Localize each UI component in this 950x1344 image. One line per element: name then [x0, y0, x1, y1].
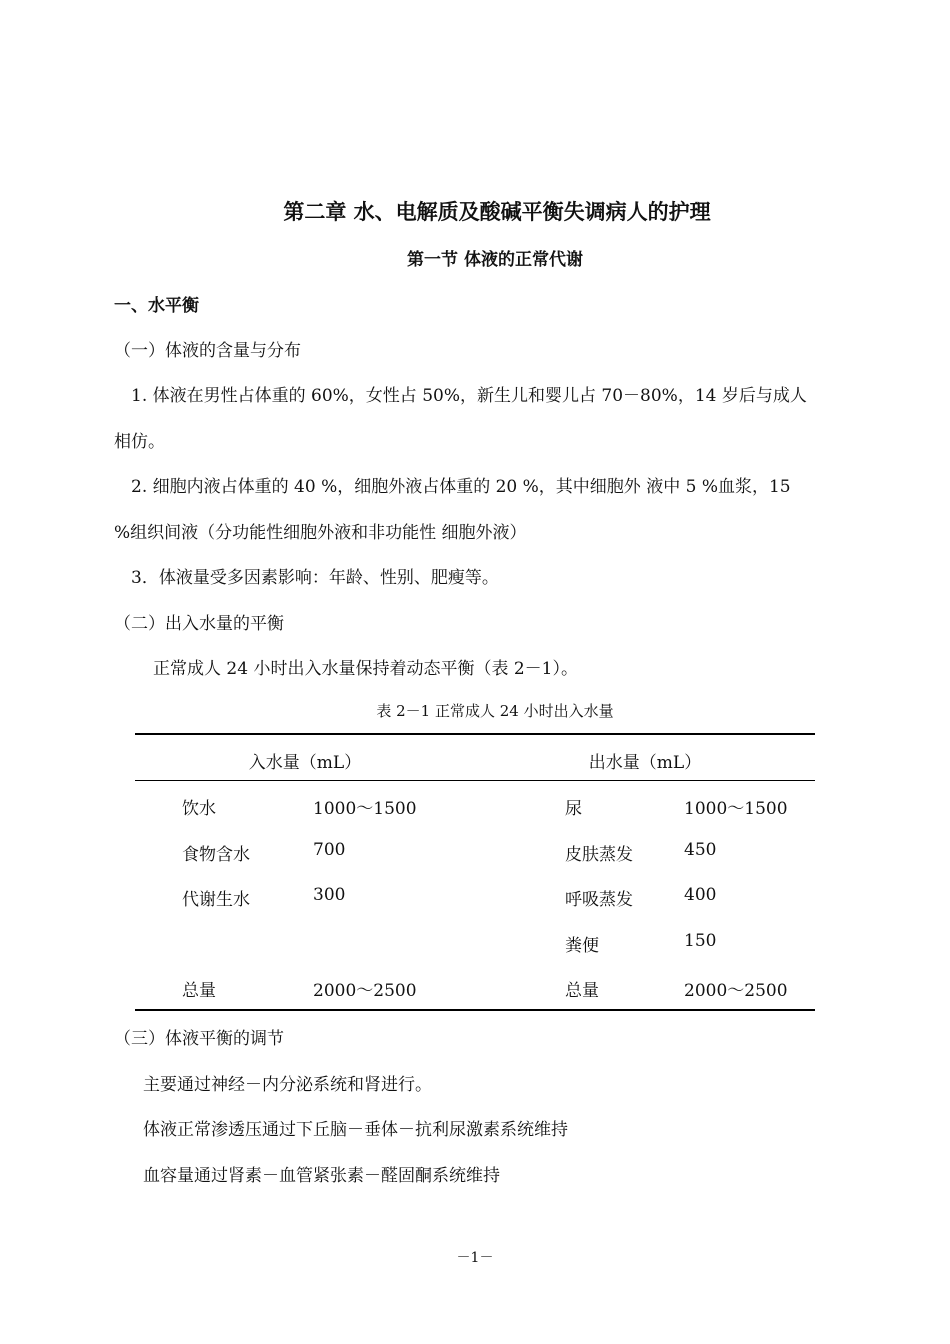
intake-value: 700 — [313, 840, 346, 860]
intake-name: 代谢生水 — [182, 890, 250, 910]
intake-name: 饮水 — [182, 799, 216, 819]
section-title: 第一节 体液的正常代谢 — [407, 250, 583, 270]
regulation-line-2: 体液正常渗透压通过下丘脑－垂体－抗利尿激素系统维持 — [143, 1120, 568, 1140]
table-header-rule — [135, 780, 815, 781]
output-name: 呼吸蒸发 — [565, 890, 633, 910]
item-1-line-1: 1. 体液在男性占体重的 60%，女性占 50%，新生儿和婴儿占 70－80%，14 岁后与成人 — [131, 386, 807, 406]
subheading-intake-output: （二）出入水量的平衡 — [114, 614, 284, 634]
subheading-content-distribution: （一）体液的含量与分布 — [114, 341, 301, 361]
output-name: 皮肤蒸发 — [565, 845, 633, 865]
item-3: 3．体液量受多因素影响：年龄、性别、肥瘦等。 — [131, 568, 499, 588]
intake-value: 2000～2500 — [313, 981, 417, 1001]
output-name: 粪便 — [565, 936, 599, 956]
page-number: －1－ — [456, 1250, 494, 1266]
output-name: 尿 — [565, 799, 582, 819]
intake-name: 食物含水 — [182, 845, 250, 865]
header-intake: 入水量（mL） — [248, 753, 362, 773]
subheading-regulation: （三）体液平衡的调节 — [114, 1029, 284, 1049]
regulation-line-3: 血容量通过肾素－血管紧张素－醛固酮系统维持 — [143, 1166, 500, 1186]
output-value: 150 — [684, 931, 717, 951]
intake-output-paragraph: 正常成人 24 小时出入水量保持着动态平衡（表 2－1）。 — [153, 659, 578, 679]
intake-name: 总量 — [182, 981, 216, 1001]
regulation-line-1: 主要通过神经－内分泌系统和肾进行。 — [143, 1075, 432, 1095]
intake-value: 300 — [313, 885, 346, 905]
item-2-line-2: %组织间液（分功能性细胞外液和非功能性 细胞外液） — [114, 523, 527, 543]
output-value: 2000～2500 — [684, 981, 788, 1001]
item-1-line-2: 相仿。 — [114, 432, 165, 452]
item-2-line-1: 2. 细胞内液占体重的 40 %，细胞外液占体重的 20 %，其中细胞外 液中 5 %血浆，15 — [131, 477, 791, 497]
table-top-rule — [135, 733, 815, 735]
output-value: 400 — [684, 885, 717, 905]
table-caption: 表 2－1 正常成人 24 小时出入水量 — [376, 702, 614, 720]
heading-water-balance: 一、水平衡 — [114, 296, 199, 316]
intake-value: 1000～1500 — [313, 799, 417, 819]
header-output: 出水量（mL） — [588, 753, 702, 773]
output-name: 总量 — [565, 981, 599, 1001]
table-bottom-rule — [135, 1009, 815, 1011]
chapter-title: 第二章 水、电解质及酸碱平衡失调病人的护理 — [283, 200, 711, 224]
output-value: 450 — [684, 840, 717, 860]
output-value: 1000～1500 — [684, 799, 788, 819]
